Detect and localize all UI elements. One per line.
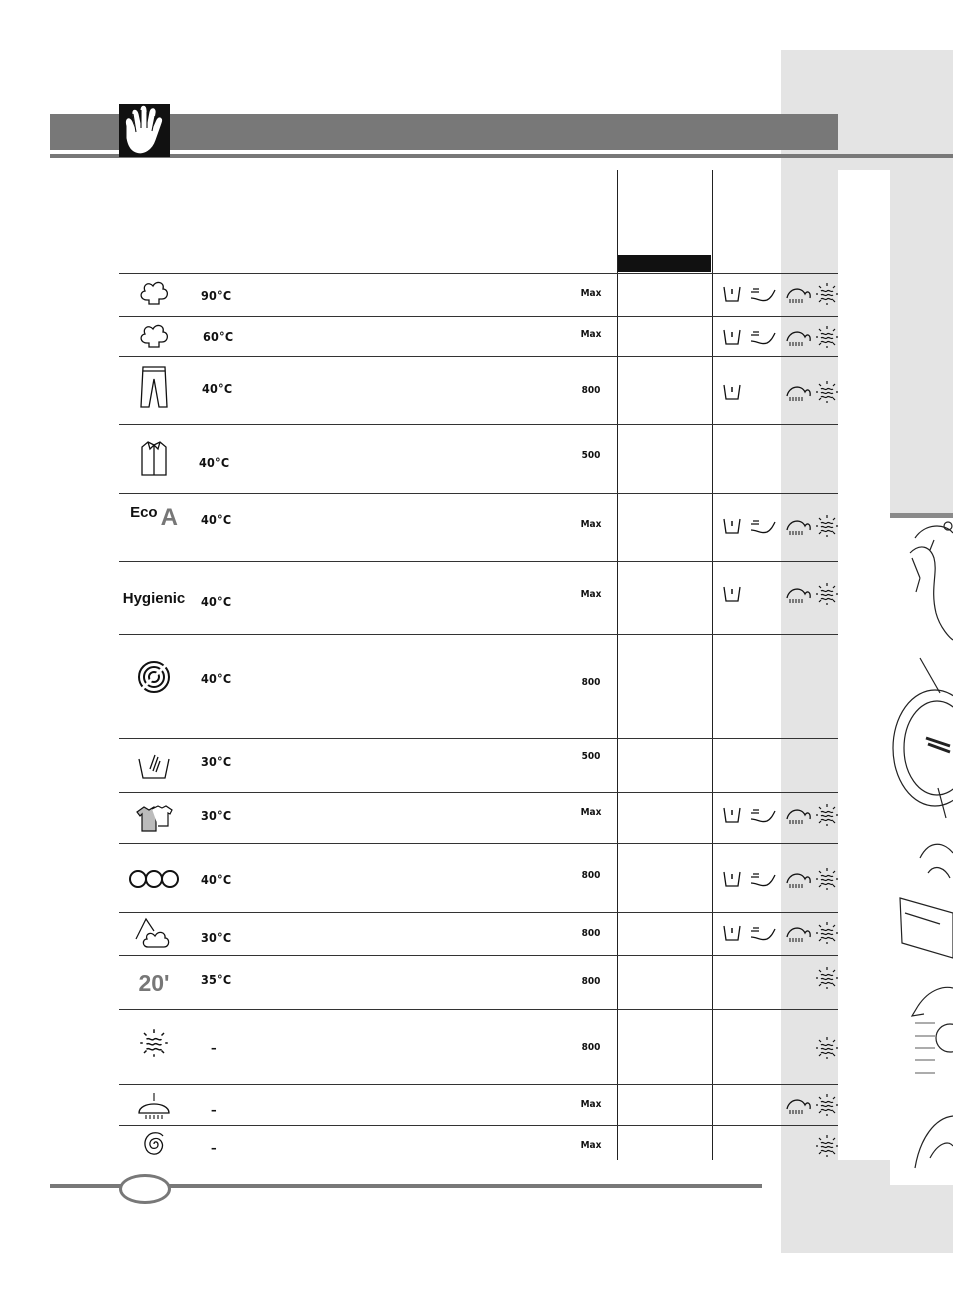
program-row: [119, 273, 838, 317]
spin-speed-value: Max: [580, 329, 602, 340]
sport-rings-icon: [119, 844, 189, 913]
option-icons: [717, 635, 838, 661]
program-row: [119, 493, 838, 562]
header-rule: [50, 154, 953, 158]
temperature-value: 30°C: [201, 754, 232, 769]
washer-illustrations: [890, 518, 953, 1178]
temperature-value: –: [211, 1140, 217, 1155]
program-row: [119, 792, 838, 844]
wool-icon: [119, 635, 189, 739]
illustration-panel: [890, 513, 953, 1185]
option-icons: [717, 382, 838, 408]
spin-speed-value: Max: [580, 1140, 602, 1151]
spin-speed-value: Max: [580, 807, 602, 818]
option-icons: [717, 425, 838, 451]
drain-spiral-icon: [119, 1126, 189, 1161]
temperature-value: 40°C: [201, 671, 232, 686]
spin-speed-value: 500: [581, 751, 601, 762]
option-icons: [717, 584, 838, 610]
spin-speed-value: 800: [581, 677, 601, 688]
spin-speed-value: 500: [581, 450, 601, 461]
cotton-icon: [119, 317, 189, 357]
express-20-label: 20': [138, 970, 170, 996]
spin-speed-value: 800: [581, 385, 601, 396]
temperature-value: 60°C: [203, 329, 234, 344]
program-row: [119, 561, 838, 635]
hand-icon: [119, 104, 170, 157]
spin-speed-value: 800: [581, 928, 601, 939]
temperature-value: 40°C: [199, 455, 230, 470]
spin-speed-value: 800: [581, 1042, 601, 1053]
temperature-value: 40°C: [201, 512, 232, 527]
spin-speed-value: Max: [580, 519, 602, 530]
temperature-value: 90°C: [201, 288, 232, 303]
temperature-value: –: [211, 1102, 217, 1117]
hygienic-label: Hygienic: [122, 590, 186, 607]
spin-speed-value: Max: [580, 589, 602, 600]
program-row: [119, 738, 838, 793]
temperature-value: 35°C: [201, 972, 232, 987]
spin-speed-value: 800: [581, 870, 601, 881]
option-icons: [717, 516, 838, 542]
temperature-value: 40°C: [201, 872, 232, 887]
temperature-value: 40°C: [202, 381, 233, 396]
program-row: [119, 912, 838, 956]
option-icons: [717, 923, 838, 949]
column-header-fill: [618, 255, 711, 272]
program-row: [119, 1084, 838, 1126]
option-icons: [717, 1038, 838, 1064]
spin-speed-value: 800: [581, 976, 601, 987]
program-row: [119, 356, 838, 425]
delicate-cotton-icon: [119, 913, 189, 956]
trousers-icon: [119, 357, 189, 425]
option-icons: [717, 327, 838, 353]
temperature-value: –: [211, 1040, 217, 1055]
program-row: [119, 1009, 838, 1085]
spin-speed-value: Max: [580, 288, 602, 299]
option-icons: [717, 1095, 838, 1121]
option-icons: [717, 805, 838, 831]
temperature-value: 40°C: [201, 594, 232, 609]
side-panel-inset: [838, 170, 890, 1160]
option-icons: [717, 1136, 838, 1162]
shirt-icon: [119, 425, 189, 494]
mixed-shirts-icon: [119, 793, 189, 844]
page-number-badge: [119, 1174, 171, 1204]
program-row: [119, 955, 838, 1010]
program-row: [119, 634, 838, 739]
temperature-value: 30°C: [201, 808, 232, 823]
hand-wash-icon: [119, 739, 189, 793]
eco-a-label: Eco A: [130, 504, 178, 531]
option-icons: [717, 968, 838, 994]
rinse-icon: [119, 1085, 189, 1126]
program-row: [119, 843, 838, 913]
spin-speed-value: Max: [580, 1099, 602, 1110]
option-icons: [717, 869, 838, 895]
program-row: [119, 316, 838, 357]
option-icons: [717, 739, 838, 765]
hand-logo: [119, 104, 170, 157]
cotton-icon: [119, 274, 189, 317]
program-row: [119, 424, 838, 494]
program-row: [119, 1125, 838, 1161]
option-icons: [717, 284, 838, 310]
temperature-value: 30°C: [201, 930, 232, 945]
spin-only-icon: [119, 1010, 189, 1085]
